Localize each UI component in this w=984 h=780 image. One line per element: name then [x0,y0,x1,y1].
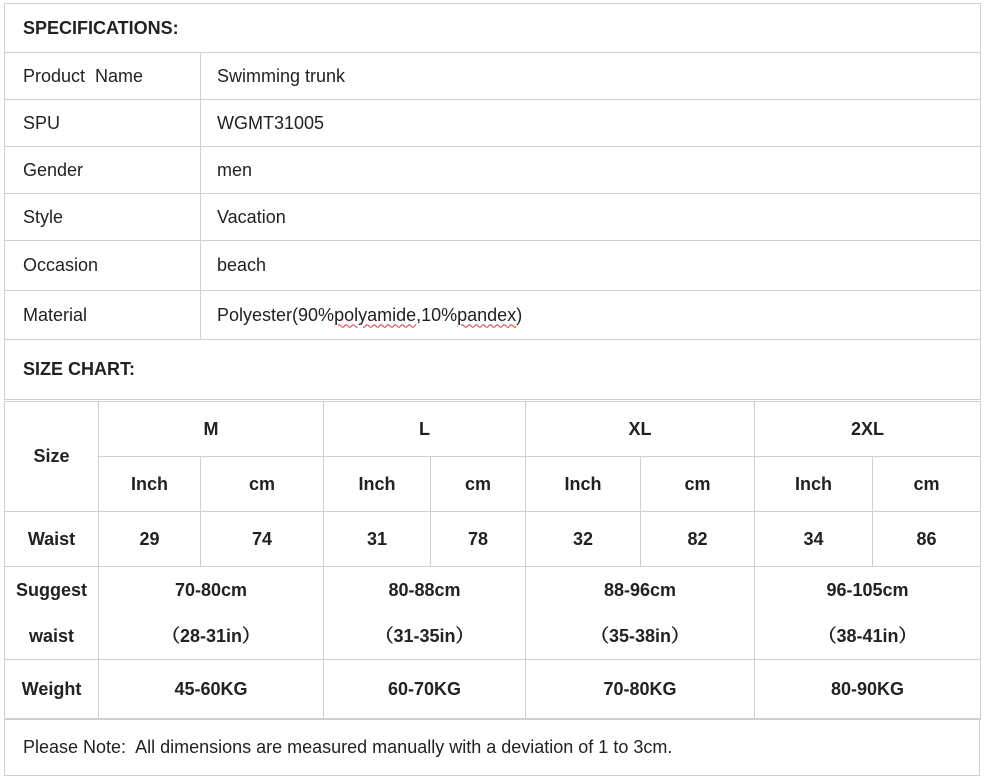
weight-label: Weight [5,660,99,720]
spec-row [5,194,981,241]
weight-value: 45-60KG [99,660,324,720]
size-header-l: L [324,402,526,457]
spec-value: Swimming trunk [201,53,981,100]
waist-value: 34 [755,512,873,567]
specifications-heading: SPECIFICATIONS: [5,4,981,53]
waist-label: Waist [5,512,99,567]
material-text: Polyester(90% [217,304,335,325]
size-label: Size [5,402,99,512]
suggest-waist-in: （38-41in） [818,626,917,646]
waist-value: 74 [201,512,324,567]
suggest-waist-in: （35-38in） [590,626,690,646]
unit-inch: Inch [526,457,641,512]
weight-row [5,660,981,720]
weight-value: 80-90KG [755,660,981,720]
spec-label: Product Name [5,53,201,100]
spec-row-material [5,291,981,340]
weight-value: 70-80KG [526,660,755,720]
size-chart-heading: SIZE CHART: [5,340,981,400]
spec-value: men [201,147,981,194]
waist-row [5,512,981,567]
size-header-2xl: 2XL [755,402,981,457]
weight-value: 60-70KG [324,660,526,720]
unit-inch: Inch [755,457,873,512]
spec-value: beach [201,241,981,291]
suggest-waist-in: （31-35in） [375,626,474,646]
spec-value: WGMT31005 [201,100,981,147]
note-text: Please Note: All dimensions are measured manually with a deviation of 1 to 3cm. [5,719,980,776]
spec-row [5,147,981,194]
size-chart-table [4,401,981,720]
material-text: ,10% [416,304,458,325]
size-header-xl: XL [526,402,755,457]
spec-label: Material [5,291,201,340]
note-table [4,718,980,776]
spec-row [5,100,981,147]
spec-value: Vacation [201,194,981,241]
waist-value: 29 [99,512,201,567]
material-text-misspelled: polyamide [334,304,417,325]
suggest-waist-value [324,567,526,660]
unit-inch: Inch [99,457,201,512]
spec-label: Gender [5,147,201,194]
material-text: ) [516,304,523,325]
spec-label: Style [5,194,201,241]
suggest-waist-cm: 70-80cm [174,580,248,600]
unit-cm: cm [641,457,755,512]
suggest-waist-in: （28-31in） [161,626,261,646]
unit-inch: Inch [324,457,431,512]
suggest-waist-value [99,567,324,660]
suggest-waist-value [755,567,981,660]
suggest-waist-cm: 80-88cm [388,580,461,600]
unit-cm: cm [201,457,324,512]
specifications-table [4,3,981,400]
suggest-waist-row [5,567,981,660]
size-header-m: M [99,402,324,457]
suggest-waist-label-line1: Suggest [15,580,87,600]
suggest-waist-label-line2: waist [28,626,75,646]
spec-label: Occasion [5,241,201,291]
waist-value: 82 [641,512,755,567]
spec-row [5,241,981,291]
material-text-misspelled: pandex [457,304,517,325]
suggest-waist-cm: 96-105cm [826,580,909,600]
unit-cm: cm [431,457,526,512]
suggest-waist-cm: 88-96cm [603,580,677,600]
spec-label: SPU [5,100,201,147]
spec-value-material [201,291,981,340]
spec-row [5,53,981,100]
waist-value: 86 [873,512,981,567]
waist-value: 31 [324,512,431,567]
unit-cm: cm [873,457,981,512]
suggest-waist-value [526,567,755,660]
suggest-waist-label [5,567,99,660]
waist-value: 78 [431,512,526,567]
waist-value: 32 [526,512,641,567]
